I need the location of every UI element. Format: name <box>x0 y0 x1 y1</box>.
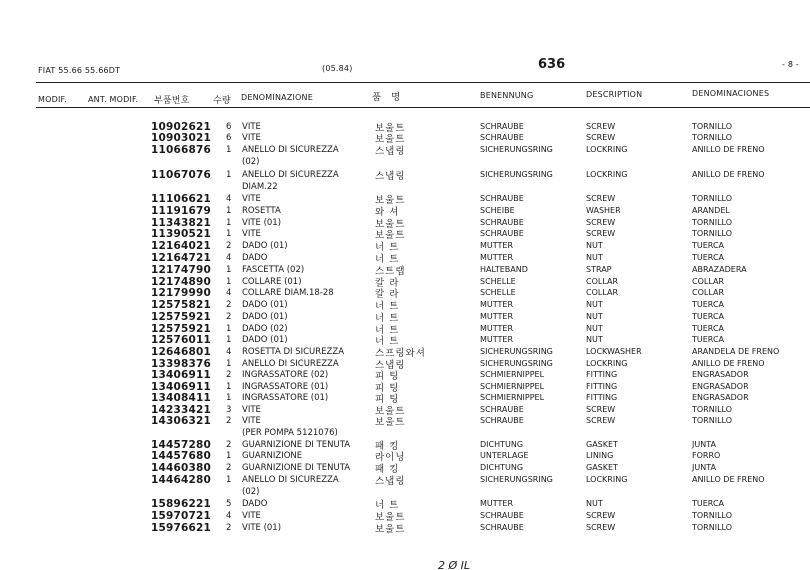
denominazione: GUARNIZIONE <box>242 451 303 461</box>
part-number: 12174790 <box>151 264 212 276</box>
denominacion: TUERCA <box>692 499 725 508</box>
korean-name: 와 셔 <box>375 207 400 218</box>
quantity: 1 <box>226 451 232 461</box>
denominacion: COLLAR <box>692 277 725 286</box>
korean-name: 너 트 <box>375 325 400 336</box>
denominazione: DADO (02) <box>242 324 288 334</box>
korean-name: 스냅링 <box>375 360 406 371</box>
col-quantity: 수량 <box>213 96 231 106</box>
description: SCREW <box>586 122 616 131</box>
description: GASKET <box>586 440 618 449</box>
description: NUT <box>586 324 603 333</box>
quantity: 1 <box>226 170 232 180</box>
denominazione: (02) <box>242 157 260 167</box>
description: LOCKRING <box>586 359 628 368</box>
quantity: 3 <box>226 405 232 415</box>
benennung: SCHRAUBE <box>480 523 524 532</box>
description: SCREW <box>586 511 616 520</box>
korean-name: 보울트 <box>375 417 406 428</box>
quantity: 2 <box>226 300 232 310</box>
denominacion: TORNILLO <box>692 416 733 425</box>
quantity: 1 <box>226 218 232 228</box>
description: NUT <box>586 300 603 309</box>
korean-name: 보울트 <box>375 134 406 145</box>
description: LOCKRING <box>586 170 628 179</box>
denominacion: TORNILLO <box>692 229 733 238</box>
denominazione: VITE <box>242 511 261 521</box>
part-number: 15970721 <box>151 510 212 522</box>
denominazione: INGRASSATORE (01) <box>242 393 329 403</box>
denominazione: DIAM.22 <box>242 182 278 192</box>
col-denominazione: DENOMINAZIONE <box>241 93 313 102</box>
handwritten-mark: 2 Ø IL <box>438 559 471 570</box>
benennung: SCHRAUBE <box>480 405 524 414</box>
header-bottom-rule <box>36 107 810 108</box>
part-number: 14464280 <box>151 474 212 486</box>
korean-name: 라이닝 <box>375 452 406 463</box>
benennung: MUTTER <box>480 324 514 333</box>
denominazione: FASCETTA (02) <box>242 265 305 275</box>
denominazione: DADO (01) <box>242 312 288 322</box>
col-modif: MODIF. <box>38 95 67 104</box>
denominacion: TORNILLO <box>692 194 733 203</box>
quantity: 2 <box>226 440 232 450</box>
benennung: SCHRAUBE <box>480 229 524 238</box>
denominacion: ABRAZADERA <box>692 265 747 274</box>
denominacion: TUERCA <box>692 241 725 250</box>
benennung: SCHRAUBE <box>480 218 524 227</box>
catalog-date: (05.84) <box>322 64 353 73</box>
description: SCREW <box>586 133 616 142</box>
part-number: 12174890 <box>151 276 212 288</box>
denominazione: (PER POMPA 5121076) <box>242 428 338 438</box>
part-number: 15896221 <box>151 498 212 510</box>
part-number: 13398376 <box>151 358 212 370</box>
part-number: 14233421 <box>151 404 212 416</box>
part-number: 11390521 <box>151 228 212 240</box>
benennung: HALTEBAND <box>480 265 528 274</box>
korean-name: 너 트 <box>375 500 400 511</box>
korean-name: 스트랩 <box>375 266 406 277</box>
quantity: 2 <box>226 241 232 251</box>
korean-name: 스프링와셔 <box>375 348 426 359</box>
col-benennung: BENENNUNG <box>480 91 534 100</box>
korean-name: 피 팅 <box>375 383 400 394</box>
denominazione: (02) <box>242 487 260 497</box>
denominacion: TUERCA <box>692 324 725 333</box>
description: SCREW <box>586 416 616 425</box>
part-number: 12164021 <box>151 240 212 252</box>
quantity: 5 <box>226 499 232 509</box>
description: NUT <box>586 335 603 344</box>
denominacion: JUNTA <box>692 440 716 449</box>
denominacion: TORNILLO <box>692 511 733 520</box>
quantity: 1 <box>226 145 232 155</box>
denominacion: JUNTA <box>692 463 716 472</box>
col-denominaciones: DENOMINACIONES <box>692 89 770 98</box>
description: SCREW <box>586 229 616 238</box>
benennung: SCHELLE <box>480 277 516 286</box>
korean-name: 패 킹 <box>375 441 400 452</box>
description: SCREW <box>586 194 616 203</box>
description: STRAP <box>586 265 612 274</box>
denominacion: ANILLO DE FRENO <box>692 359 765 368</box>
description: COLLAR <box>586 277 619 286</box>
benennung: UNTERLAGE <box>480 451 529 460</box>
korean-name: 너 트 <box>375 301 400 312</box>
denominacion: TORNILLO <box>692 218 733 227</box>
korean-name: 칼 라 <box>375 278 400 289</box>
denominazione: VITE <box>242 405 261 415</box>
description: SCREW <box>586 218 616 227</box>
korean-name: 보울트 <box>375 406 406 417</box>
denominazione: ANELLO DI SICUREZZA <box>242 475 339 485</box>
benennung: MUTTER <box>480 241 514 250</box>
benennung: SCHMIERNIPPEL <box>480 370 545 379</box>
quantity: 6 <box>226 122 232 132</box>
benennung: SCHMIERNIPPEL <box>480 382 545 391</box>
benennung: SCHMIERNIPPEL <box>480 393 545 402</box>
denominacion: ANILLO DE FRENO <box>692 475 765 484</box>
denominazione: COLLARE DIAM.18-28 <box>242 288 334 298</box>
denominacion: ARANDEL <box>692 206 730 215</box>
denominazione: INGRASSATORE (01) <box>242 382 329 392</box>
description: LOCKWASHER <box>586 347 642 356</box>
part-number: 14306321 <box>151 415 212 427</box>
description: WASHER <box>586 206 621 215</box>
korean-name: 보울트 <box>375 230 406 241</box>
quantity: 4 <box>226 194 232 204</box>
quantity: 1 <box>226 277 232 287</box>
korean-name: 너 트 <box>375 336 400 347</box>
denominacion: ENGRASADOR <box>692 393 749 402</box>
description: GASKET <box>586 463 618 472</box>
denominazione: VITE <box>242 416 261 426</box>
denominazione: GUARNIZIONE DI TENUTA <box>242 463 351 473</box>
quantity: 1 <box>226 335 232 345</box>
denominazione: GUARNIZIONE DI TENUTA <box>242 440 351 450</box>
korean-name: 너 트 <box>375 242 400 253</box>
part-number: 12164721 <box>151 252 212 264</box>
description: SCREW <box>586 405 616 414</box>
denominazione: DADO <box>242 253 268 263</box>
benennung: MUTTER <box>480 300 514 309</box>
denominazione: ROSETTA DI SICUREZZA <box>242 347 345 357</box>
denominacion: TUERCA <box>692 300 725 309</box>
denominazione: ROSETTA <box>242 206 281 216</box>
description: LOCKRING <box>586 475 628 484</box>
denominazione: VITE (01) <box>242 523 282 533</box>
quantity: 6 <box>226 133 232 143</box>
denominazione: DADO <box>242 499 268 509</box>
part-number: 14457280 <box>151 439 212 451</box>
benennung: MUTTER <box>480 335 514 344</box>
denominacion: TUERCA <box>692 335 725 344</box>
quantity: 1 <box>226 382 232 392</box>
quantity: 1 <box>226 393 232 403</box>
denominacion: TORNILLO <box>692 122 733 131</box>
description: NUT <box>586 241 603 250</box>
part-number: 13408411 <box>151 392 212 404</box>
korean-name: 스냅링 <box>375 476 406 487</box>
description: NUT <box>586 312 603 321</box>
quantity: 1 <box>226 229 232 239</box>
col-ant-modif: ANT. MODIF. <box>88 95 139 104</box>
quantity: 4 <box>226 288 232 298</box>
quantity: 1 <box>226 475 232 485</box>
denominazione: VITE <box>242 194 261 204</box>
quantity: 4 <box>226 347 232 357</box>
benennung: DICHTUNG <box>480 463 524 472</box>
korean-name: 너 트 <box>375 313 400 324</box>
quantity: 2 <box>226 523 232 533</box>
quantity: 2 <box>226 416 232 426</box>
quantity: 1 <box>226 324 232 334</box>
denominacion: TORNILLO <box>692 133 733 142</box>
model-title: FIAT 55.66 55.66DT <box>38 66 121 75</box>
denominacion: ANILLO DE FRENO <box>692 145 765 154</box>
benennung: SICHERUNGSRING <box>480 170 553 179</box>
part-number: 15976621 <box>151 522 212 534</box>
quantity: 2 <box>226 370 232 380</box>
denominazione: VITE <box>242 229 261 239</box>
description: FITTING <box>586 370 618 379</box>
description: LINING <box>586 451 614 460</box>
korean-name: 보울트 <box>375 524 406 535</box>
denominazione: ANELLO DI SICUREZZA <box>242 145 339 155</box>
part-number: 12576011 <box>151 334 212 346</box>
denominacion: TUERCA <box>692 253 725 262</box>
denominacion: ARANDELA DE FRENO <box>692 347 780 356</box>
quantity: 1 <box>226 359 232 369</box>
denominacion: ENGRASADOR <box>692 370 749 379</box>
denominazione: DADO (01) <box>242 300 288 310</box>
part-number: 11343821 <box>151 217 212 229</box>
description: NUT <box>586 253 603 262</box>
denominazione: VITE <box>242 122 261 132</box>
korean-name: 너 트 <box>375 254 400 265</box>
benennung: SICHERUNGSRING <box>480 347 553 356</box>
benennung: SICHERUNGSRING <box>480 359 553 368</box>
benennung: SCHRAUBE <box>480 416 524 425</box>
denominacion: FORRO <box>692 451 721 460</box>
korean-name: 피 팅 <box>375 371 400 382</box>
benennung: MUTTER <box>480 312 514 321</box>
part-number: 11106621 <box>151 193 212 205</box>
quantity: 1 <box>226 206 232 216</box>
korean-name: 보울트 <box>375 219 406 230</box>
benennung: SCHRAUBE <box>480 133 524 142</box>
benennung: SCHRAUBE <box>480 511 524 520</box>
description: SCREW <box>586 523 616 532</box>
denominacion: TUERCA <box>692 312 725 321</box>
page-number: 636 <box>538 57 566 72</box>
denominacion: TORNILLO <box>692 405 733 414</box>
korean-name: 패 킹 <box>375 464 400 475</box>
benennung: MUTTER <box>480 499 514 508</box>
denominacion: TORNILLO <box>692 523 733 532</box>
denominazione: INGRASSATORE (02) <box>242 370 329 380</box>
part-number: 13406911 <box>151 381 212 393</box>
korean-name: 보울트 <box>375 195 406 206</box>
col-korean-name: 품 명 <box>372 92 401 103</box>
description: FITTING <box>586 382 618 391</box>
quantity: 2 <box>226 463 232 473</box>
denominazione: DADO (01) <box>242 335 288 345</box>
korean-name: 칼 라 <box>375 289 400 300</box>
denominacion: ENGRASADOR <box>692 382 749 391</box>
quantity: 1 <box>226 265 232 275</box>
benennung: SCHRAUBE <box>480 122 524 131</box>
benennung: DICHTUNG <box>480 440 524 449</box>
korean-name: 스냅링 <box>375 171 406 182</box>
denominazione: ANELLO DI SICUREZZA <box>242 359 339 369</box>
part-number: 14460380 <box>151 462 212 474</box>
quantity: 4 <box>226 253 232 263</box>
part-number: 12575921 <box>151 323 212 335</box>
part-number: 12575821 <box>151 299 212 311</box>
description: FITTING <box>586 393 618 402</box>
korean-name: 보울트 <box>375 123 406 134</box>
quantity: 4 <box>226 511 232 521</box>
denominazione: VITE (01) <box>242 218 282 228</box>
description: LOCKRING <box>586 145 628 154</box>
col-part-number: 부품번호 <box>154 96 190 106</box>
denominazione: ANELLO DI SICUREZZA <box>242 170 339 180</box>
korean-name: 스냅링 <box>375 146 406 157</box>
korean-name: 피 팅 <box>375 394 400 405</box>
part-number: 11066876 <box>151 144 212 156</box>
denominazione: COLLARE (01) <box>242 277 302 287</box>
description: COLLAR <box>586 288 619 297</box>
part-number: 10903021 <box>151 132 212 144</box>
description: NUT <box>586 499 603 508</box>
part-number: 11067076 <box>151 169 212 181</box>
part-number: 12179990 <box>151 287 212 299</box>
header-top-rule <box>36 82 810 83</box>
part-number: 14457680 <box>151 450 212 462</box>
part-number: 11191679 <box>151 205 212 217</box>
korean-name: 보울트 <box>375 512 406 523</box>
part-number: 10902621 <box>151 121 212 133</box>
part-number: 12575921 <box>151 311 212 323</box>
sheet-number: - 8 - <box>782 60 799 69</box>
part-number: 13406911 <box>151 369 212 381</box>
benennung: SCHELLE <box>480 288 516 297</box>
denominacion: ANILLO DE FRENO <box>692 170 765 179</box>
part-number: 12646801 <box>151 346 212 358</box>
benennung: SICHERUNGSRING <box>480 145 553 154</box>
col-description: DESCRIPTION <box>586 90 643 99</box>
benennung: SCHEIBE <box>480 206 515 215</box>
quantity: 2 <box>226 312 232 322</box>
denominazione: VITE <box>242 133 261 143</box>
benennung: MUTTER <box>480 253 514 262</box>
denominacion: COLLAR <box>692 288 725 297</box>
benennung: SCHRAUBE <box>480 194 524 203</box>
benennung: SICHERUNGSRING <box>480 475 553 484</box>
denominazione: DADO (01) <box>242 241 288 251</box>
